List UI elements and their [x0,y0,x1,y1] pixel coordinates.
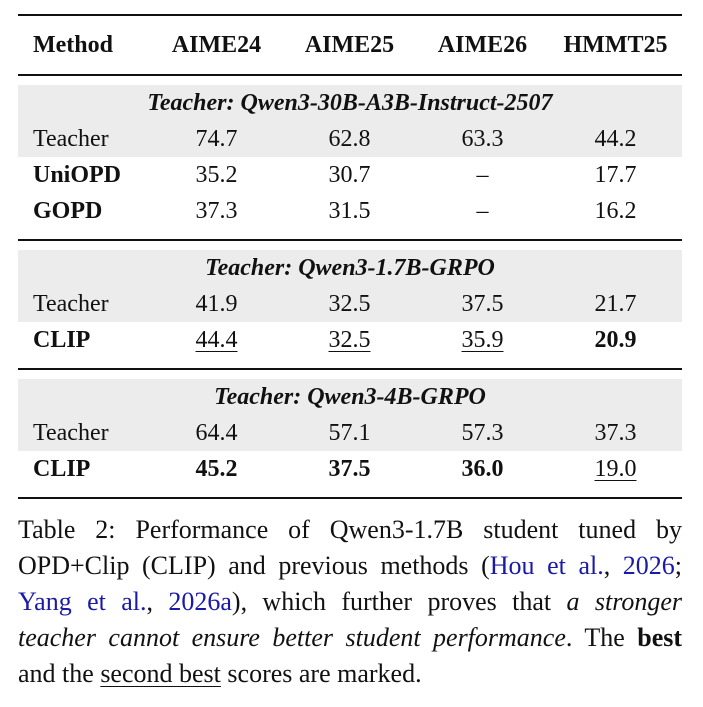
table-row [18,193,682,229]
cell-aime26: 36.0 [461,456,504,482]
cell-aime25 [283,322,416,358]
caption-best-label: best [637,623,683,652]
cell-aime26: – [476,162,489,188]
citation-link[interactable]: 2026 [622,551,675,580]
group-header-row [18,250,682,286]
second-best-value: 32.5 [328,327,371,353]
cell-aime25: 57.1 [283,415,416,451]
cell-hmmt25: 20.9 [594,327,637,353]
second-best-value: 19.0 [594,456,637,482]
caption-text: ; [674,551,683,580]
cell-aime26 [416,322,549,358]
header-aime26: AIME26 [416,15,549,75]
second-best-value: 35.9 [461,327,504,353]
table-row [18,415,682,451]
cell-aime24: 64.4 [150,415,283,451]
cell-aime25: 37.5 [328,456,371,482]
table-row [18,322,682,358]
caption-text: scores are marked. [220,659,422,688]
table-row [18,451,682,487]
header-aime24: AIME24 [150,15,283,75]
cell-aime24: 74.7 [150,121,283,157]
group-teacher-label: Teacher: Qwen3-1.7B-GRPO [18,250,682,286]
header-hmmt25: HMMT25 [549,15,682,75]
row-method: Teacher [18,415,150,451]
cell-aime26: 37.5 [416,286,549,322]
caption-text: , [603,551,623,580]
cell-hmmt25 [549,451,682,487]
cell-aime25: 62.8 [283,121,416,157]
cell-aime25: 32.5 [283,286,416,322]
row-method: Teacher [18,286,150,322]
citation-link[interactable]: 2026a [168,587,232,616]
group-teacher-label: Teacher: Qwen3-4B-GRPO [18,379,682,415]
row-method: GOPD [33,198,103,224]
cell-aime25: 30.7 [328,162,371,188]
row-method: Teacher [18,121,150,157]
caption-text: Table 2: Performance of Qwen3-1.7B student tuned by OPD+Clip (CLIP) and previous methods ( [18,515,682,580]
cell-aime24: 45.2 [195,456,238,482]
cell-hmmt25: 17.7 [594,162,637,188]
cell-hmmt25: 21.7 [549,286,682,322]
cell-hmmt25: 44.2 [549,121,682,157]
header-row [18,15,682,75]
results-table-container [18,14,682,499]
caption-italic-text: a stronger teacher cannot ensure better student performance [18,587,683,652]
row-method: CLIP [33,456,91,482]
cell-aime24: 41.9 [150,286,283,322]
cell-aime25: 31.5 [328,198,371,224]
group-header-row [18,379,682,415]
cell-hmmt25: 37.3 [549,415,682,451]
cell-aime26: 63.3 [416,121,549,157]
caption-text: ), which further proves that [231,587,567,616]
second-best-value: 44.4 [195,327,238,353]
citation-link[interactable]: Yang et al. [18,587,147,616]
cell-aime24: 37.3 [195,198,238,224]
group-header-row [18,85,682,121]
header-aime25: AIME25 [283,15,416,75]
cell-aime26: 57.3 [416,415,549,451]
caption-text: , [146,587,169,616]
header-method: Method [18,15,150,75]
row-method: UniOPD [33,162,122,188]
table-caption [18,512,682,692]
citation-link[interactable]: Hou et al. [489,551,604,580]
cell-aime24: 35.2 [195,162,238,188]
cell-aime24 [150,322,283,358]
cell-aime26: – [476,198,489,224]
table-row [18,121,682,157]
caption-text: . The [565,623,638,652]
table-row [18,286,682,322]
results-table [18,14,682,499]
caption-second-best-label: second best [100,659,221,688]
caption-text: and the [18,659,101,688]
row-method: CLIP [33,327,91,353]
table-row [18,157,682,193]
group-teacher-label: Teacher: Qwen3-30B-A3B-Instruct-2507 [18,85,682,121]
cell-hmmt25: 16.2 [594,198,637,224]
